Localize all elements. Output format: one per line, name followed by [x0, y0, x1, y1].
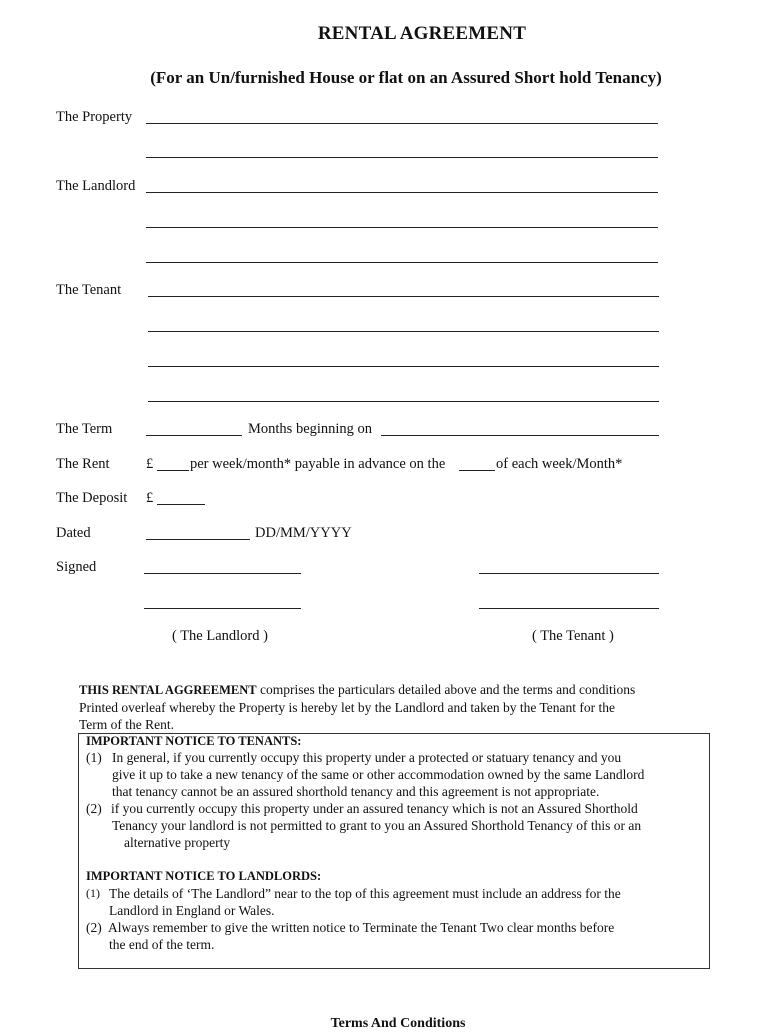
rent-day-line[interactable]: [459, 470, 495, 471]
deposit-currency: £: [146, 490, 154, 506]
agreement-line-3: Term of the Rent.: [79, 717, 175, 732]
document-title: RENTAL AGREEMENT: [317, 23, 527, 44]
tenants-notice-heading: IMPORTANT NOTICE TO TENANTS:: [86, 734, 302, 748]
tenants-notice-item-2-number: (2): [86, 801, 102, 816]
tenant-line-1[interactable]: [148, 296, 659, 297]
tenants-notice-item-2-line-1: if you currently occupy this property under an assured tenancy which is not an Assured Shorthold: [111, 801, 638, 816]
landlords-notice-item-2-line-1: Always remember to give the written notice to Terminate the Tenant Two clear months before: [108, 920, 615, 935]
landlord-line-1[interactable]: [146, 192, 658, 193]
landlords-notice-heading: IMPORTANT NOTICE TO LANDLORDS:: [86, 869, 322, 883]
landlord-signature-line-1[interactable]: [144, 573, 301, 574]
tenant-signature-line-1[interactable]: [479, 573, 659, 574]
tenant-line-3[interactable]: [148, 366, 659, 367]
tenants-notice-item-1-line-3: that tenancy cannot be an assured shorthold tenancy and this agreement is not appropriate.: [112, 784, 600, 799]
notice-box: [78, 733, 710, 969]
landlords-notice-item-1-line-2: Landlord in England or Wales.: [109, 903, 275, 918]
tenant-line-2[interactable]: [148, 331, 659, 332]
landlord-signature-line-2[interactable]: [144, 608, 301, 609]
landlords-notice-item-2-line-2: the end of the term.: [109, 937, 215, 952]
term-months-line[interactable]: [146, 435, 242, 436]
agreement-line-1: [79, 681, 719, 699]
tenants-notice-item-2-line-3: alternative property: [124, 835, 231, 850]
agreement-paragraph: [79, 681, 719, 733]
deposit-amount-line[interactable]: [157, 504, 205, 505]
property-line-2[interactable]: [146, 157, 658, 158]
rent-amount-line[interactable]: [157, 470, 189, 471]
rent-text-1: per week/month* payable in advance on the: [190, 456, 446, 472]
document-subtitle: (For an Un/furnished House or flat on an Assured Short hold Tenancy): [150, 68, 662, 87]
landlord-line-2[interactable]: [146, 227, 658, 228]
landlords-notice-item-2-number: (2): [86, 920, 102, 935]
property-line-1[interactable]: [146, 123, 658, 124]
tenant-line-4[interactable]: [148, 401, 659, 402]
dated-label: Dated: [56, 525, 91, 541]
landlord-line-3[interactable]: [146, 262, 658, 263]
agreement-line-2: Printed overleaf whereby the Property is hereby let by the Landlord and taken by the Tenant for the: [79, 700, 616, 715]
landlord-label: The Landlord: [56, 178, 136, 194]
tenants-notice-item-1-line-1: In general, if you currently occupy this property under a protected or statuary tenancy and you: [112, 750, 622, 765]
tenants-notice-item-1-line-2: give it up to take a new tenancy of the same or other accommodation owned by the same Landlord: [112, 767, 645, 782]
rent-currency: £: [146, 456, 154, 472]
deposit-label: The Deposit: [56, 490, 128, 506]
terms-heading-cut: Terms And Conditions: [330, 1016, 466, 1031]
landlord-signature-caption: ( The Landlord ): [172, 628, 268, 644]
landlords-notice-item-1-line-1: The details of ‘The Landlord” near to the top of this agreement must include an address for the: [109, 886, 621, 901]
tenant-label: The Tenant: [56, 282, 122, 298]
landlords-notice-item-1-number: (1): [86, 886, 100, 900]
term-start-line[interactable]: [381, 435, 659, 436]
rent-text-2: of each week/Month*: [496, 456, 623, 472]
tenant-signature-caption: ( The Tenant ): [532, 628, 614, 644]
tenants-notice-item-1-number: (1): [86, 750, 102, 765]
dated-format: DD/MM/YYYY: [255, 525, 352, 541]
term-months-text: Months beginning on: [248, 421, 373, 437]
tenant-signature-line-2[interactable]: [479, 608, 659, 609]
term-label: The Term: [56, 421, 113, 437]
tenants-notice-item-2-line-2: Tenancy your landlord is not permitted to grant to you an Assured Shorthold Tenancy of this or an: [112, 818, 642, 833]
property-label: The Property: [56, 109, 133, 125]
agreement-lead: THIS RENTAL AGGREEMENT: [79, 683, 257, 697]
signed-label: Signed: [56, 559, 97, 575]
dated-line[interactable]: [146, 539, 250, 540]
agreement-line-1-rest: comprises the particulars detailed above and the terms and conditions: [256, 682, 636, 697]
rent-label: The Rent: [56, 456, 110, 472]
